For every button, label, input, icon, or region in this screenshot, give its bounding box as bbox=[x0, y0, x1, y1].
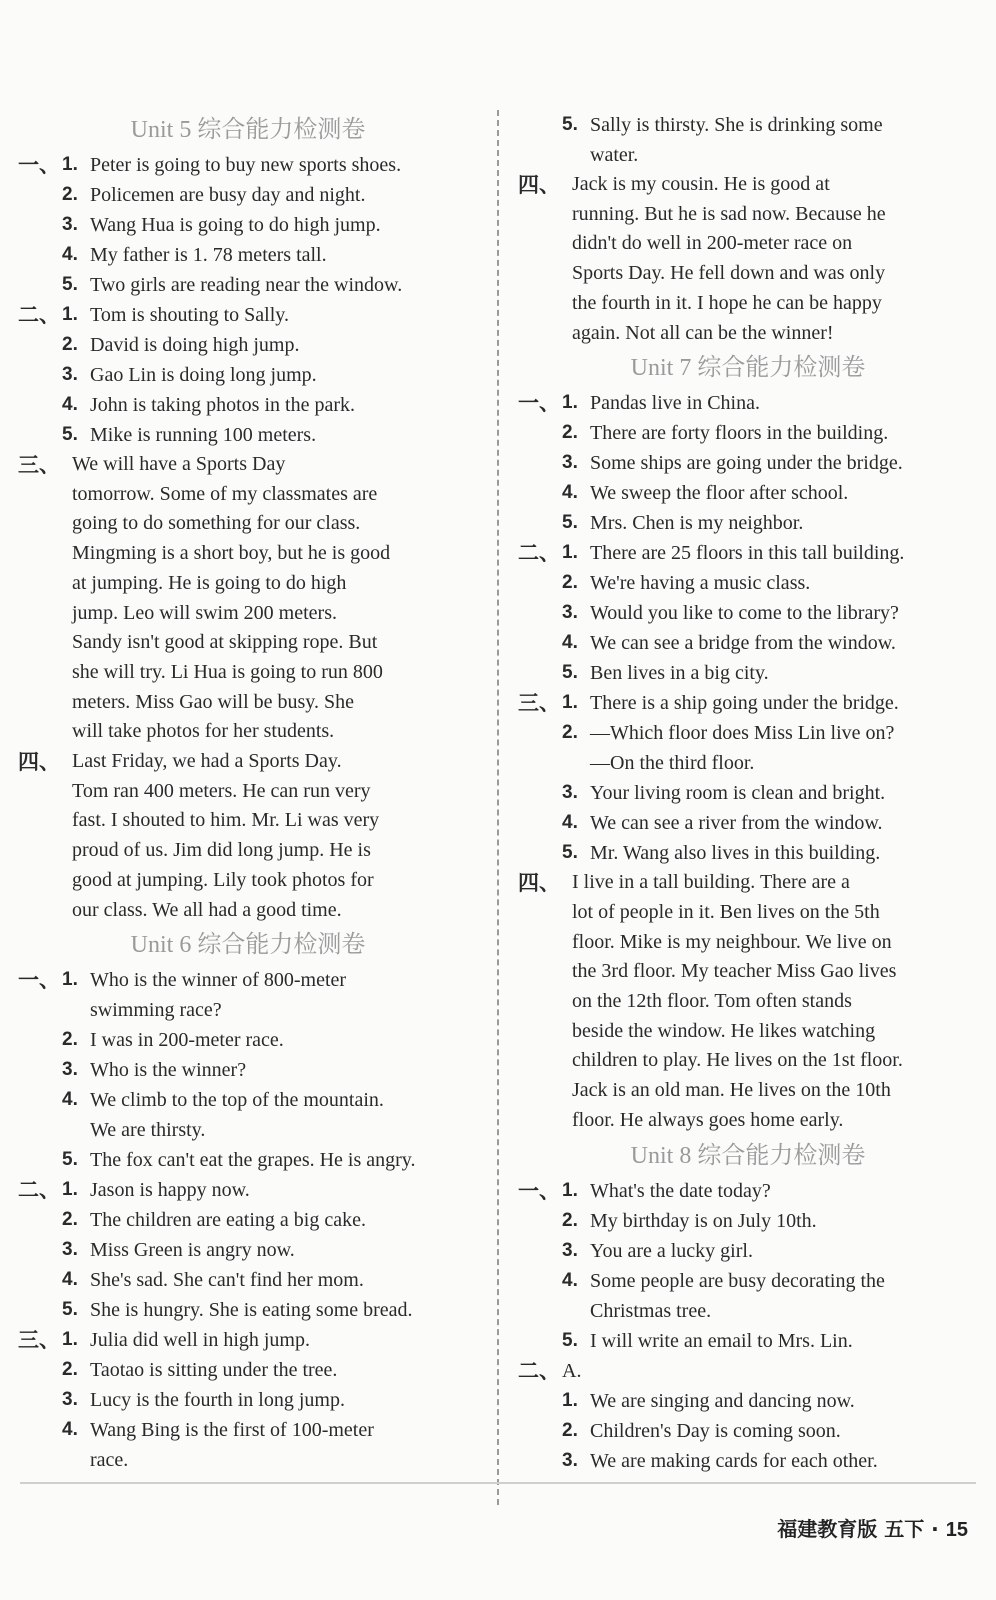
item-text: Mr. Wang also lives in this building. bbox=[590, 842, 881, 865]
item-number: 5. bbox=[62, 424, 78, 445]
item-text: You are a lucky girl. bbox=[590, 1239, 753, 1262]
passage: I live in a tall building. There are a lot of people in it. Ben lives on the 5th floor. Mike is my neighbour. We live on the 3rd floor. My teacher Miss Gao lives on the 12th floor. Tom often stands beside the window. He likes watching children to play. He lives on the 1st floor. Jack is an old man. He lives on the 10th floor. He always goes home early. bbox=[572, 871, 903, 1131]
section-label: 四、 bbox=[518, 871, 560, 896]
item-number: 3. bbox=[562, 782, 578, 804]
answer-item bbox=[62, 1145, 478, 1175]
unit5-title: Unit 5 综合能力检测卷 bbox=[130, 117, 366, 143]
item-list bbox=[562, 388, 978, 538]
answer-item bbox=[62, 965, 478, 1025]
item-number: 2. bbox=[562, 1209, 578, 1231]
answer-item bbox=[62, 1355, 478, 1385]
unit6-section-1 bbox=[18, 965, 478, 1175]
unit5-section-2 bbox=[18, 300, 478, 450]
answer-item bbox=[62, 300, 478, 330]
item-text: Some ships are going under the bridge. bbox=[590, 452, 903, 475]
item-number: 2. bbox=[562, 572, 578, 594]
left-column bbox=[18, 110, 478, 1475]
item-number: 4. bbox=[62, 394, 78, 415]
answer-item bbox=[562, 1386, 978, 1416]
item-number: 2. bbox=[562, 722, 578, 744]
item-text: There are 25 floors in this tall building. bbox=[590, 542, 905, 565]
item-number: 1. bbox=[62, 1329, 78, 1351]
item-text: We can see a river from the window. bbox=[590, 812, 883, 835]
item-number: 4. bbox=[62, 1269, 78, 1291]
answer-item bbox=[562, 418, 978, 448]
answer-item bbox=[62, 390, 478, 420]
item-number: 2. bbox=[62, 1029, 78, 1051]
item-list bbox=[62, 1175, 478, 1325]
unit6-section-2 bbox=[18, 1175, 478, 1325]
item-number: 2. bbox=[562, 422, 578, 444]
item-number: 2. bbox=[62, 184, 78, 205]
answer-item bbox=[62, 1385, 478, 1415]
publisher-label: 福建教育版 五下 · bbox=[777, 1517, 946, 1541]
page-footer bbox=[777, 1513, 968, 1542]
item-number: 3. bbox=[562, 452, 578, 474]
item-number: 5. bbox=[562, 662, 578, 684]
item-number: 5. bbox=[562, 114, 578, 135]
answer-item bbox=[562, 598, 978, 628]
answer-item bbox=[562, 1416, 978, 1446]
answer-item bbox=[562, 1266, 978, 1326]
answer-item bbox=[562, 1326, 978, 1356]
item-number: 2. bbox=[62, 1359, 78, 1381]
unit8-title: Unit 8 综合能力检测卷 bbox=[630, 1142, 866, 1169]
item-text: Children's Day is coming soon. bbox=[590, 1419, 841, 1442]
item-text: We climb to the top of the mountain. We are thirsty. bbox=[90, 1089, 384, 1142]
item-number: 4. bbox=[562, 482, 578, 504]
item-text: Wang Hua is going to do high jump. bbox=[90, 214, 381, 236]
column-divider bbox=[497, 110, 499, 1505]
item-text: She's sad. She can't find her mom. bbox=[90, 1269, 364, 1292]
item-text: Lucy is the fourth in long jump. bbox=[90, 1389, 345, 1412]
item-text: Wang Bing is the first of 100-meter race. bbox=[90, 1419, 374, 1472]
unit6-section-3-continued bbox=[518, 110, 978, 170]
item-list bbox=[562, 110, 978, 170]
item-text: Sally is thirsty. She is drinking some water. bbox=[590, 114, 883, 166]
item-text: There are forty floors in the building. bbox=[590, 422, 889, 445]
item-number: 3. bbox=[562, 1239, 578, 1261]
item-number: 2. bbox=[562, 1419, 578, 1441]
item-text: Your living room is clean and bright. bbox=[590, 782, 886, 805]
passage: We will have a Sports Day tomorrow. Some of my classmates are going to do something for our class. Mingming is a short boy, but he is good at jumping. He is going to do high jump. Leo will swim 200 meters. Sandy isn't good at skipping rope. But she will try. Li Hua is going to run 800 meters. Miss Gao will be busy. She will take photos for her students. bbox=[72, 453, 391, 743]
item-text: Ben lives in a big city. bbox=[590, 662, 769, 685]
item-text: Mike is running 100 meters. bbox=[90, 424, 317, 446]
unit6-title: Unit 6 综合能力检测卷 bbox=[130, 932, 366, 959]
item-text: My father is 1. 78 meters tall. bbox=[90, 244, 327, 266]
item-text: There is a ship going under the bridge. bbox=[590, 692, 899, 715]
section-label: 二、 bbox=[518, 541, 560, 566]
section-label: 二、 bbox=[518, 1358, 560, 1383]
item-text: What's the date today? bbox=[590, 1179, 771, 1202]
answer-item bbox=[62, 240, 478, 270]
section-label: 二、 bbox=[18, 1178, 60, 1203]
item-list bbox=[562, 1176, 978, 1356]
answer-item bbox=[62, 1415, 478, 1475]
answer-item bbox=[562, 628, 978, 658]
item-text: Would you like to come to the library? bbox=[590, 602, 899, 625]
unit7-title: Unit 7 综合能力检测卷 bbox=[630, 355, 866, 382]
page-number: 15 bbox=[945, 1519, 968, 1541]
answer-item bbox=[562, 1206, 978, 1236]
item-number: 3. bbox=[62, 364, 78, 385]
item-number: 4. bbox=[62, 244, 78, 265]
footer-rule bbox=[20, 1482, 976, 1484]
item-text: Tom is shouting to Sally. bbox=[90, 304, 289, 326]
item-text: We can see a bridge from the window. bbox=[590, 632, 896, 655]
unit5-section-4 bbox=[18, 747, 478, 925]
answer-item bbox=[62, 1205, 478, 1235]
item-text: John is taking photos in the park. bbox=[90, 394, 355, 416]
item-number: 5. bbox=[562, 512, 578, 534]
item-number: 2. bbox=[62, 1209, 78, 1231]
item-text: I was in 200-meter race. bbox=[90, 1029, 284, 1052]
item-text: We sweep the floor after school. bbox=[590, 482, 849, 505]
answer-item bbox=[562, 658, 978, 688]
section-label: 四、 bbox=[518, 173, 560, 197]
unit8-section-2 bbox=[518, 1356, 978, 1476]
item-text: I will write an email to Mrs. Lin. bbox=[590, 1329, 853, 1352]
item-text: —Which floor does Miss Lin live on? —On the third floor. bbox=[590, 722, 895, 775]
item-list bbox=[562, 538, 978, 688]
item-number: 4. bbox=[562, 1269, 578, 1291]
answer-item bbox=[62, 360, 478, 390]
section-label: 一、 bbox=[18, 968, 60, 993]
item-number: 1. bbox=[562, 692, 578, 714]
item-text: My birthday is on July 10th. bbox=[590, 1209, 817, 1232]
item-number: 3. bbox=[562, 1449, 578, 1471]
item-text: We are singing and dancing now. bbox=[590, 1389, 855, 1412]
answer-item bbox=[62, 420, 478, 450]
answer-item bbox=[562, 808, 978, 838]
unit7-section-3 bbox=[518, 688, 978, 868]
item-text: Taotao is sitting under the tree. bbox=[90, 1359, 338, 1382]
item-text: Policemen are busy day and night. bbox=[90, 184, 366, 206]
unit7-section-1 bbox=[518, 388, 978, 538]
item-number: 3. bbox=[62, 1239, 78, 1261]
answer-item bbox=[562, 478, 978, 508]
item-list bbox=[62, 150, 478, 300]
section-label: 一、 bbox=[18, 153, 60, 177]
answer-item bbox=[62, 180, 478, 210]
item-text: The fox can't eat the grapes. He is angry. bbox=[90, 1149, 416, 1172]
answer-item bbox=[62, 1175, 478, 1205]
item-text: Who is the winner? bbox=[90, 1059, 247, 1082]
item-number: 1. bbox=[562, 1179, 578, 1201]
item-list bbox=[62, 1325, 478, 1475]
item-number: 4. bbox=[562, 632, 578, 654]
item-number: 2. bbox=[62, 334, 78, 355]
unit7-section-4 bbox=[518, 868, 978, 1135]
answer-item bbox=[562, 448, 978, 478]
item-list bbox=[562, 688, 978, 868]
item-number: 1. bbox=[62, 154, 78, 175]
item-text: Miss Green is angry now. bbox=[90, 1239, 295, 1262]
item-text: Who is the winner of 800-meter swimming race? bbox=[90, 969, 347, 1022]
item-text: We are making cards for each other. bbox=[590, 1449, 878, 1472]
section-label: 四、 bbox=[18, 750, 60, 775]
answer-item bbox=[562, 508, 978, 538]
answer-item bbox=[62, 1235, 478, 1265]
item-number: 3. bbox=[62, 1059, 78, 1081]
sub-item-list bbox=[562, 1386, 978, 1476]
item-text: Two girls are reading near the window. bbox=[90, 274, 403, 296]
answer-item bbox=[562, 110, 978, 170]
answer-item bbox=[62, 270, 478, 300]
item-text: We're having a music class. bbox=[590, 572, 811, 595]
item-text: Jason is happy now. bbox=[90, 1179, 250, 1202]
unit5-section-3 bbox=[18, 450, 478, 747]
item-list bbox=[562, 1356, 978, 1476]
unit6-section-3 bbox=[18, 1325, 478, 1475]
answer-item bbox=[62, 1055, 478, 1085]
item-list bbox=[62, 300, 478, 450]
passage: Jack is my cousin. He is good at running. But he is sad now. Because he didn't do well in 200-meter race on Sports Day. He fell down and was only the fourth in it. I hope he can be happy again. Not all can be the winner! bbox=[572, 173, 886, 344]
answer-item bbox=[62, 1265, 478, 1295]
answer-item bbox=[62, 150, 478, 180]
item-list bbox=[62, 965, 478, 1175]
section-label: 二、 bbox=[18, 303, 60, 327]
answer-item bbox=[562, 538, 978, 568]
item-number: 4. bbox=[562, 812, 578, 834]
unit7-section-2 bbox=[518, 538, 978, 688]
section-label: 一、 bbox=[518, 1178, 560, 1203]
item-number: 1. bbox=[562, 1389, 578, 1411]
item-text: Pandas live in China. bbox=[590, 392, 760, 415]
item-number: 1. bbox=[62, 969, 78, 991]
answer-item bbox=[62, 330, 478, 360]
section-label: 三、 bbox=[518, 691, 560, 716]
right-column bbox=[518, 110, 978, 1476]
item-text: She is hungry. She is eating some bread. bbox=[90, 1299, 413, 1322]
answer-item bbox=[62, 210, 478, 240]
item-number: 3. bbox=[562, 602, 578, 624]
answer-item bbox=[62, 1295, 478, 1325]
item-number: 3. bbox=[62, 1389, 78, 1411]
item-text: Gao Lin is doing long jump. bbox=[90, 364, 317, 386]
item-text: Peter is going to buy new sports shoes. bbox=[90, 154, 402, 176]
item-number: 5. bbox=[562, 842, 578, 864]
item-number: 5. bbox=[62, 274, 78, 295]
unit8-section-1 bbox=[518, 1176, 978, 1356]
passage: Last Friday, we had a Sports Day. Tom ran 400 meters. He can run very fast. I shouted to him. Mr. Li was very proud of us. Jim did long jump. He is good at jumping. Lily took photos for our class. We all had a good time. bbox=[72, 750, 380, 921]
item-text: Mrs. Chen is my neighbor. bbox=[590, 512, 804, 535]
section-label: 三、 bbox=[18, 453, 60, 477]
item-number: 5. bbox=[562, 1329, 578, 1351]
answer-item bbox=[562, 718, 978, 778]
sub-label: A. bbox=[562, 1359, 582, 1382]
unit5-section-1 bbox=[18, 150, 478, 300]
answer-item bbox=[562, 1446, 978, 1476]
answer-item bbox=[562, 1236, 978, 1266]
answer-item bbox=[562, 568, 978, 598]
item-number: 4. bbox=[62, 1419, 78, 1441]
item-number: 5. bbox=[62, 1149, 78, 1171]
answer-item bbox=[62, 1325, 478, 1355]
answer-item bbox=[562, 688, 978, 718]
item-number: 1. bbox=[562, 392, 578, 414]
answer-item bbox=[562, 1176, 978, 1206]
item-text: Some people are busy decorating the Christmas tree. bbox=[590, 1269, 885, 1322]
answer-item bbox=[562, 778, 978, 808]
answer-item bbox=[562, 838, 978, 868]
item-text: David is doing high jump. bbox=[90, 334, 300, 356]
item-number: 1. bbox=[62, 1179, 78, 1201]
item-number: 5. bbox=[62, 1299, 78, 1321]
answer-item bbox=[62, 1085, 478, 1145]
unit6-section-4 bbox=[518, 170, 978, 348]
section-label: 一、 bbox=[518, 391, 560, 416]
section-label: 三、 bbox=[18, 1328, 60, 1353]
item-number: 3. bbox=[62, 214, 78, 235]
answer-item bbox=[562, 388, 978, 418]
item-text: The children are eating a big cake. bbox=[90, 1209, 366, 1232]
item-number: 1. bbox=[62, 304, 78, 325]
answer-item bbox=[62, 1025, 478, 1055]
item-number: 4. bbox=[62, 1089, 78, 1111]
item-number: 1. bbox=[562, 542, 578, 564]
item-text: Julia did well in high jump. bbox=[90, 1329, 310, 1352]
